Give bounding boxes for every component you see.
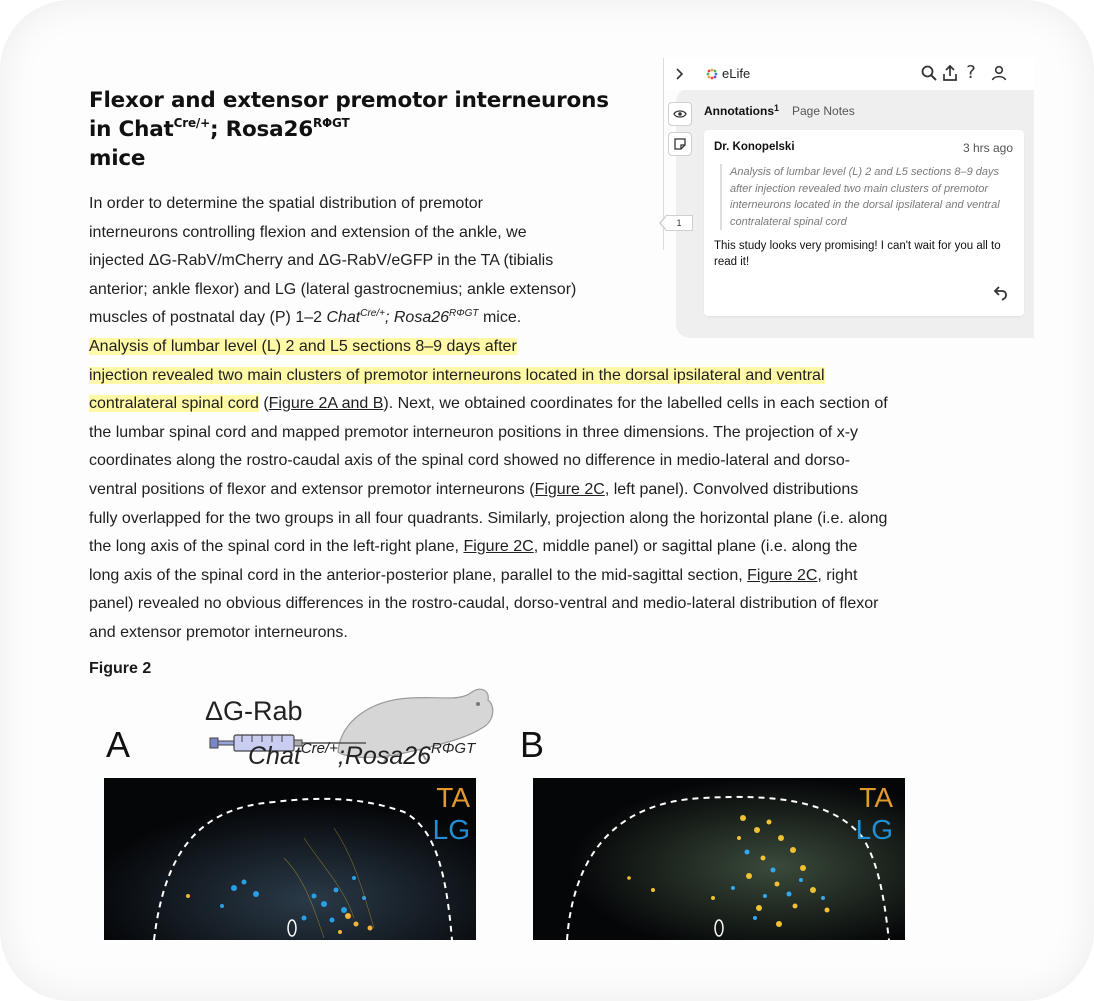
- lg-label: LG: [855, 814, 893, 845]
- help-icon[interactable]: ?: [966, 61, 976, 83]
- micrograph-panel-b: [533, 778, 905, 940]
- figure-link[interactable]: Figure 2A and B: [268, 395, 384, 413]
- text-run: , middle panel) or sagittal plane (i.e. along the: [533, 538, 858, 556]
- paragraph-line: [89, 562, 949, 591]
- user-icon[interactable]: [990, 64, 1008, 82]
- highlighted-text[interactable]: injection revealed two main clusters of premotor interneurons located in the dorsal ipsilateral and ventral: [89, 366, 825, 384]
- brand-label: eLife: [722, 66, 751, 81]
- paragraph-line: panel) revealed no obvious differences in the rostro-caudal, dorso-ventral and medio-lateral distribution of flexor: [89, 595, 879, 613]
- new-note-button[interactable]: [668, 132, 692, 156]
- highlighted-text[interactable]: contralateral spinal cord: [89, 395, 259, 413]
- panel-label-a: A: [106, 724, 131, 765]
- genotype-chat: Chat: [248, 742, 301, 770]
- heading-superscript-rphigt: RΦGT: [313, 116, 350, 130]
- tab-annotations[interactable]: [704, 104, 779, 118]
- heading-superscript-cre: Cre/+: [173, 116, 210, 130]
- text-run: , left panel). Convolved distributions: [604, 480, 859, 498]
- paragraph-line: [89, 476, 949, 505]
- annotation-timestamp[interactable]: 3 hrs ago: [962, 141, 1013, 155]
- annotation-comment: This study looks very promising! I can't wait for you all to read it!: [714, 240, 1001, 268]
- superscript: RΦGT: [449, 308, 479, 320]
- paragraph-line: the lumbar spinal cord and mapped premotor interneuron positions in three dimensions. The projection of x-y: [89, 423, 859, 441]
- paragraph-line: interneurons controlling flexion and extension of the ankle, we: [89, 223, 527, 241]
- reply-icon[interactable]: [992, 284, 1010, 302]
- paragraph-line: In order to determine the spatial distribution of premotor: [89, 195, 483, 212]
- annotation-card[interactable]: [704, 130, 1024, 316]
- section-heading: [89, 86, 609, 173]
- text-run: mice.: [478, 309, 522, 327]
- ta-label: TA: [859, 782, 893, 813]
- chevron-right-icon[interactable]: [672, 66, 688, 82]
- superscript: Cre/+: [360, 308, 385, 320]
- genotype-sup-cre: Cre/+: [300, 740, 338, 757]
- brand[interactable]: [706, 66, 750, 81]
- figure-link[interactable]: Figure 2C: [463, 538, 534, 556]
- injection-label: ΔG-Rab: [205, 696, 303, 726]
- text-run: , right: [817, 566, 858, 584]
- text-run: long axis of the spinal cord in the anterior-posterior plane, parallel to the mid-sagittal section,: [89, 566, 748, 584]
- text-run: the long axis of the spinal cord in the left-right plane,: [89, 538, 464, 556]
- share-icon[interactable]: [941, 63, 959, 83]
- micrograph-a-image: [104, 778, 476, 940]
- panel-label-b: B: [520, 724, 545, 765]
- figure-link[interactable]: Figure 2C: [747, 566, 818, 584]
- paragraph-line: coordinates along the rostro-caudal axis of the spinal cord showed no difference in medio-lateral and dorso-: [89, 452, 851, 470]
- micrograph-panel-a: [104, 778, 476, 940]
- paragraph-line: fully overlapped for the two groups in all four quadrants. Similarly, projection along the horizontal plane (i.e. along: [89, 509, 888, 527]
- highlighted-text[interactable]: Analysis of lumbar level (L) 2 and L5 sections 8–9 days after: [89, 337, 517, 355]
- italic-gene: Chat: [326, 309, 361, 327]
- note-icon: [674, 138, 686, 150]
- italic-gene: ; Rosa26: [384, 309, 450, 327]
- paragraph-line: anterior; ankle flexor) and LG (lateral gastrocnemius; ankle extensor): [89, 280, 577, 298]
- genotype-label: [248, 742, 475, 771]
- annotation-author[interactable]: Dr. Konopelski: [714, 141, 795, 153]
- text-run: ). Next, we obtained coordinates for the labelled cells in each section of: [383, 395, 888, 413]
- show-highlights-button[interactable]: [668, 102, 692, 126]
- tab-annotations-count: 1: [774, 103, 780, 113]
- elife-logo-icon: [706, 68, 718, 80]
- heading-text: Flexor and extensor premotor interneurons in Chat: [89, 88, 609, 142]
- text-run: (: [258, 395, 269, 413]
- eye-icon: [673, 109, 687, 119]
- lg-label: LG: [432, 814, 470, 845]
- heading-text-end: mice: [89, 146, 146, 171]
- heading-text-rosa: ; Rosa26: [209, 117, 313, 142]
- annotation-quote: Analysis of lumbar level (L) 2 and L5 sections 8–9 days after injection revealed two main clusters of premotor interneurons located in the dorsal ipsilateral and ventral contralateral spinal cord: [720, 164, 1002, 230]
- micrograph-b-image: [533, 778, 905, 940]
- ta-label: TA: [436, 782, 470, 813]
- text-run: ventral positions of flexor and extensor premotor interneurons (: [89, 480, 535, 498]
- paragraph-line: injected ΔG-RabV/mCherry and ΔG-RabV/eGFP in the TA (tibialis: [89, 252, 554, 270]
- genotype-sup-rphigt: RΦGT: [431, 740, 476, 757]
- tab-annotations-label: Annotations: [704, 104, 774, 118]
- figure-label: Figure 2: [89, 660, 152, 677]
- paragraph-line: and extensor premotor interneurons.: [89, 623, 348, 641]
- paragraph-line: [89, 390, 949, 419]
- paragraph-line: [89, 533, 949, 562]
- tab-page-notes[interactable]: Page Notes: [792, 104, 855, 118]
- figure-link[interactable]: Figure 2C: [534, 480, 605, 498]
- figure-2: [100, 680, 920, 945]
- genotype-rosa: ;Rosa26: [337, 742, 432, 770]
- text-run: muscles of postnatal day (P) 1–2: [89, 309, 327, 327]
- paragraph-line: [89, 362, 949, 391]
- annotation-anchor-badge[interactable]: 1: [666, 215, 693, 231]
- search-icon[interactable]: [920, 64, 938, 82]
